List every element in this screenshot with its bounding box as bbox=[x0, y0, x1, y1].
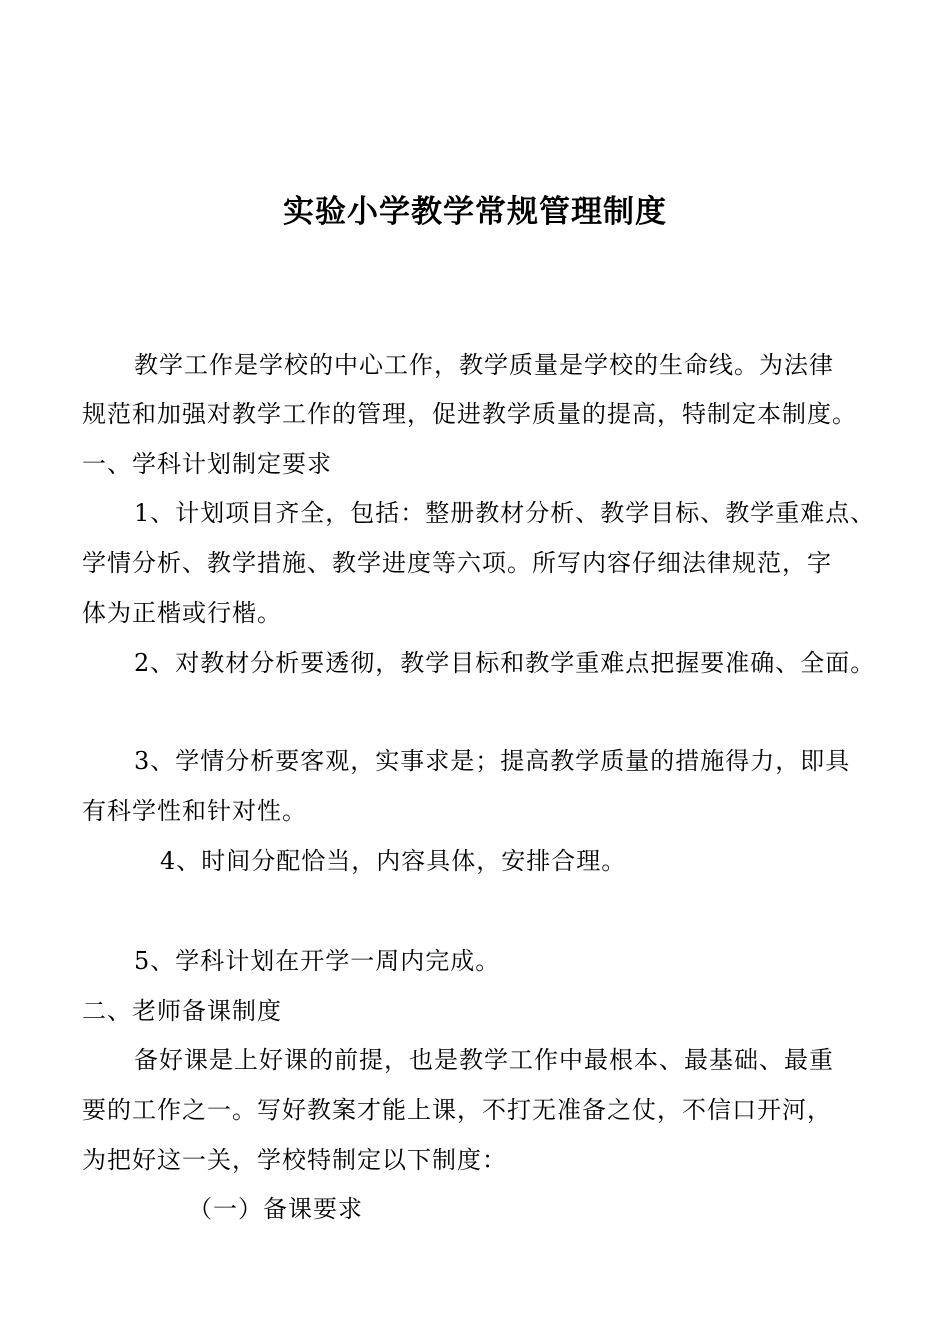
paragraph-line: 1、计划项目齐全，包括：整册教材分析、教学目标、教学重难点、 bbox=[134, 499, 876, 527]
paragraph-line: 4、时间分配恰当，内容具体，安排合理。 bbox=[160, 847, 627, 875]
section-heading: 二、老师备课制度 bbox=[82, 997, 282, 1025]
paragraph-line: 3、学情分析要客观，实事求是；提高教学质量的措施得力，即具 bbox=[134, 747, 851, 775]
paragraph-line: 要的工作之一。写好教案才能上课，不打无准备之仗，不信口开河， bbox=[82, 1096, 832, 1124]
paragraph-line: 2、对教材分析要透彻，教学目标和教学重难点把握要准确、全面。 bbox=[134, 649, 876, 677]
paragraph-line: 5、学科计划在开学一周内完成。 bbox=[134, 947, 501, 975]
paragraph-line: 为把好这一关，学校特制定以下制度： bbox=[82, 1146, 507, 1174]
paragraph-line: 教学工作是学校的中心工作，教学质量是学校的生命线。为法律 bbox=[134, 351, 834, 379]
paragraph-line: 体为正楷或行楷。 bbox=[82, 599, 282, 627]
section-heading: 一、学科计划制定要求 bbox=[82, 450, 332, 478]
paragraph-line: 有科学性和针对性。 bbox=[82, 797, 307, 825]
document-title: 实验小学教学常规管理制度 bbox=[283, 194, 667, 230]
paragraph-line: 备好课是上好课的前提，也是教学工作中最根本、最基础、最重 bbox=[134, 1046, 834, 1074]
paragraph-line: 学情分析、教学措施、教学进度等六项。所写内容仔细法律规范，字 bbox=[82, 549, 832, 577]
subsection-heading: （一）备课要求 bbox=[188, 1195, 363, 1223]
paragraph-line: 规范和加强对教学工作的管理，促进教学质量的提高，特制定本制度。 bbox=[82, 400, 857, 428]
